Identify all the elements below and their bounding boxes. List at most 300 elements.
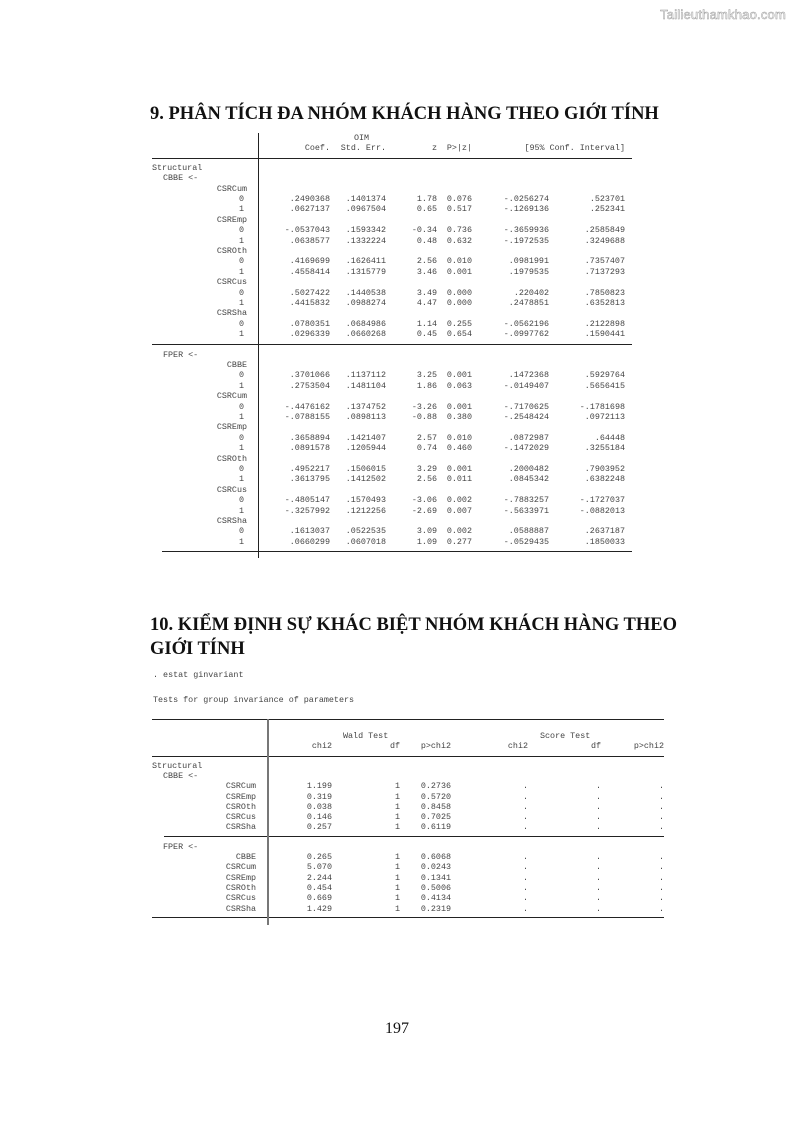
header-divider [152, 756, 664, 757]
table-cell: 0.48 [416, 235, 437, 246]
group-index: 1 [238, 505, 244, 516]
table-cell: -.4805147 [284, 495, 330, 506]
table-cell: 0.1341 [420, 872, 451, 883]
group-index: 0 [238, 526, 244, 537]
table-cell: . [522, 812, 528, 823]
table-cell: .1440538 [345, 287, 386, 298]
table-cell: 1.78 [416, 194, 437, 204]
table-cell: . [522, 882, 528, 893]
table-row [152, 802, 664, 812]
table-cell: 0.001 [446, 464, 472, 474]
table-cell: 0.063 [446, 380, 472, 391]
table-top-border [152, 719, 664, 720]
group-index: 0 [238, 318, 244, 329]
table-cell: . [658, 801, 664, 812]
table-cell: -.0562196 [503, 318, 549, 329]
equation-label: FPER <- [163, 841, 199, 852]
table-cell: 0.5006 [420, 882, 451, 893]
table-cell: .0638577 [289, 235, 330, 246]
variable-name: CSREmp [216, 214, 247, 225]
group-index: 0 [238, 495, 244, 506]
table-cell: .0607018 [345, 536, 386, 547]
variable-row [152, 485, 632, 495]
stata-command: . estat ginvariant [153, 670, 244, 680]
table-cell: . [658, 812, 664, 823]
variable-name: CSRSha [225, 822, 256, 833]
table-cell: -.1972535 [503, 235, 549, 246]
score-test-header: Score Test [540, 731, 591, 741]
table-row [152, 464, 632, 474]
block-divider [152, 344, 632, 345]
table-cell: .1374752 [345, 401, 386, 412]
table-cell: -.0149407 [503, 380, 549, 391]
table-row [152, 381, 632, 391]
variable-name: CSRCum [216, 183, 247, 194]
table-cell: 0.000 [446, 298, 472, 308]
table-cell: . [595, 893, 601, 904]
column-header: [95% Conf. Interval] [524, 143, 625, 154]
table-cell: .4558414 [289, 266, 330, 277]
block-divider [152, 917, 664, 918]
table-cell: 0.517 [446, 204, 472, 215]
variable-name: CSRCus [225, 812, 256, 823]
table-cell: -.1472029 [503, 443, 549, 454]
table-cell: -.0537043 [284, 225, 330, 236]
table-cell: 2.57 [416, 432, 437, 443]
table-cell: 0.654 [446, 329, 472, 340]
table-cell: .0898113 [345, 412, 386, 422]
variable-name: CSRSha [216, 308, 247, 319]
table-cell: .0972113 [584, 412, 625, 422]
table-row [152, 852, 664, 862]
table-cell: -3.06 [411, 495, 437, 506]
table-cell: .64448 [594, 432, 625, 443]
block-sublabel-row [152, 771, 664, 781]
table-row [152, 412, 632, 422]
group-index: 1 [238, 204, 244, 215]
variable-name: CSREmp [225, 791, 256, 802]
table-cell: .220402 [513, 287, 549, 298]
table-cell: 0.001 [446, 401, 472, 412]
table-cell: .1137112 [345, 370, 386, 381]
table-row [152, 443, 632, 453]
table-cell: . [522, 872, 528, 883]
table-cell: 0.7025 [420, 812, 451, 823]
table-cell: 2.56 [416, 474, 437, 485]
table-cell: .2637187 [584, 526, 625, 537]
table-cell: .1412502 [345, 474, 386, 485]
table-cell: .2585849 [584, 225, 625, 236]
table-cell: .4169699 [289, 256, 330, 267]
table-cell: .1332224 [345, 235, 386, 246]
table-cell: 1 [394, 852, 400, 862]
table-cell: . [658, 872, 664, 883]
table-cell: .1590441 [584, 329, 625, 340]
table-cell: 0.4134 [420, 893, 451, 904]
table-cell: 3.46 [416, 266, 437, 277]
table-cell: . [522, 781, 528, 792]
table-cell: -.0882013 [579, 505, 625, 516]
table-cell: . [595, 903, 601, 914]
variable-name: CSRCum [216, 391, 247, 402]
table-row [152, 194, 632, 204]
group-index: 0 [238, 432, 244, 443]
column-header: P>|z| [446, 143, 472, 154]
group-index: 1 [238, 536, 244, 547]
table-cell: 1 [394, 872, 400, 883]
group-index: 1 [238, 266, 244, 277]
group-index: 1 [238, 298, 244, 308]
table-cell: .252341 [589, 204, 625, 215]
table-cell: . [522, 822, 528, 833]
table-cell: .1421407 [345, 432, 386, 443]
table-row [152, 526, 632, 536]
variable-name: CBBE [226, 360, 247, 370]
table-cell: 0.460 [446, 443, 472, 454]
table-cell: .0588887 [508, 526, 549, 537]
table-cell: . [522, 903, 528, 914]
equation-label: FPER <- [163, 349, 199, 360]
table-cell: .3701066 [289, 370, 330, 381]
header-divider [152, 158, 632, 159]
variable-name: CSRCus [216, 484, 247, 495]
table-cell: .1593342 [345, 225, 386, 236]
table-cell: .1979535 [508, 266, 549, 277]
table-cell: 0.454 [306, 882, 332, 893]
table-cell: 3.25 [416, 370, 437, 381]
group-index: 1 [238, 412, 244, 422]
table-cell: 2.56 [416, 256, 437, 267]
table-cell: . [522, 852, 528, 862]
variable-row [152, 277, 632, 287]
column-header: chi2 [507, 741, 528, 752]
column-separator [267, 719, 269, 925]
column-header: p>chi2 [633, 741, 664, 752]
table-cell: 1 [394, 893, 400, 904]
table-cell: 0.076 [446, 194, 472, 204]
column-header: df [389, 741, 400, 752]
group-index: 0 [238, 194, 244, 204]
block-sublabel-row [152, 842, 664, 852]
table-cell: -0.34 [411, 225, 437, 236]
table-cell: -.3257992 [284, 505, 330, 516]
table-cell: . [658, 791, 664, 802]
table-cell: 0.007 [446, 505, 472, 516]
table-cell: -.7883257 [503, 495, 549, 506]
table-cell: .1481104 [345, 380, 386, 391]
table-cell: 0.2319 [420, 903, 451, 914]
table-cell: 0.001 [446, 266, 472, 277]
table-row [152, 433, 632, 443]
table-cell: .0660268 [345, 329, 386, 340]
table-cell: .5929764 [584, 370, 625, 381]
table-cell: 2.244 [306, 872, 332, 883]
table-row [152, 781, 664, 791]
table-cell: .3249688 [584, 235, 625, 246]
table-cell: .2000482 [508, 464, 549, 474]
table-cell: 0.265 [306, 852, 332, 862]
table-cell: -3.26 [411, 401, 437, 412]
table-cell: 1 [394, 903, 400, 914]
table-cell: 1.429 [306, 903, 332, 914]
table-cell: 1 [394, 862, 400, 873]
group-index: 0 [238, 287, 244, 298]
table-cell: . [658, 893, 664, 904]
table-cell: .0891578 [289, 443, 330, 454]
block-divider [162, 551, 632, 552]
table-row [152, 537, 632, 547]
table-cell: 0.65 [416, 204, 437, 215]
table-row [152, 506, 632, 516]
variable-name: CSROth [216, 246, 247, 256]
group-index: 1 [238, 329, 244, 340]
variable-name: CSROth [225, 882, 256, 893]
table-cell: .1401374 [345, 194, 386, 204]
variable-name: CSRCum [225, 781, 256, 792]
table-row [152, 319, 632, 329]
table-cell: . [595, 822, 601, 833]
table-cell: .1850033 [584, 536, 625, 547]
table-cell: 0.011 [446, 474, 472, 485]
block-sublabel-row [152, 350, 632, 360]
table-cell: 1 [394, 822, 400, 833]
table-row [152, 225, 632, 235]
table-cell: 0.6068 [420, 852, 451, 862]
variable-row [152, 360, 632, 370]
header-row-oim [152, 133, 632, 143]
table-cell: -.5633971 [503, 505, 549, 516]
table-cell: 0.74 [416, 443, 437, 454]
table-cell: .3658894 [289, 432, 330, 443]
table-cell: .1315779 [345, 266, 386, 277]
table-row [152, 495, 632, 505]
table-cell: .2478851 [508, 298, 549, 308]
table-cell: .0872987 [508, 432, 549, 443]
table-cell: .0522535 [345, 526, 386, 537]
table-cell: . [595, 801, 601, 812]
table-cell: .0684986 [345, 318, 386, 329]
table-cell: . [595, 882, 601, 893]
table-cell: .0981991 [508, 256, 549, 267]
table-row [152, 236, 632, 246]
table-row [152, 370, 632, 380]
header-row [152, 143, 632, 153]
table-cell: .5027422 [289, 287, 330, 298]
table-cell: . [522, 893, 528, 904]
table-cell: 0.5720 [420, 791, 451, 802]
variable-row [152, 516, 632, 526]
table-row [152, 822, 664, 832]
table-cell: . [595, 872, 601, 883]
table-row [152, 329, 632, 339]
table-cell: 0.010 [446, 432, 472, 443]
table-cell: . [595, 862, 601, 873]
group-index: 0 [238, 401, 244, 412]
table-cell: 0.002 [446, 526, 472, 537]
variable-row [152, 215, 632, 225]
table-cell: . [658, 822, 664, 833]
table-cell: 1.199 [306, 781, 332, 792]
table-row [152, 883, 664, 893]
group-index: 1 [238, 474, 244, 485]
table-cell: 0.669 [306, 893, 332, 904]
column-header: df [590, 741, 601, 752]
table-cell: 0.038 [306, 801, 332, 812]
table-cell: . [522, 791, 528, 802]
table-cell: .3255184 [584, 443, 625, 454]
table-cell: 3.29 [416, 464, 437, 474]
table-cell: .6382248 [584, 474, 625, 485]
header-row [152, 741, 664, 751]
table-row [152, 402, 632, 412]
table-cell: .0627137 [289, 204, 330, 215]
equation-label: CBBE <- [163, 770, 199, 781]
table-cell: .523701 [589, 194, 625, 204]
table-row [152, 267, 632, 277]
table-cell: .1613037 [289, 526, 330, 537]
table-row [152, 204, 632, 214]
table-cell: . [522, 801, 528, 812]
table-cell: .0845342 [508, 474, 549, 485]
column-separator [258, 133, 259, 558]
table-cell: .2753504 [289, 380, 330, 391]
column-header: chi2 [311, 741, 332, 752]
table-row [152, 298, 632, 308]
table-row [152, 862, 664, 872]
table-cell: 1 [394, 812, 400, 823]
group-index: 1 [238, 443, 244, 454]
column-header: Std. Err. [340, 143, 386, 154]
table-cell: -.1727037 [579, 495, 625, 506]
table-cell: .1205944 [345, 443, 386, 454]
table-cell: -.1269136 [503, 204, 549, 215]
table-cell: 0.257 [306, 822, 332, 833]
wald-test-header: Wald Test [343, 731, 389, 741]
table-cell: -.0256274 [503, 194, 549, 204]
table-cell: 0.277 [446, 536, 472, 547]
page-number: 197 [385, 1020, 409, 1037]
table-row [152, 812, 664, 822]
group-index: 1 [238, 235, 244, 246]
table-cell: -.0529435 [503, 536, 549, 547]
table-cell: 0.0243 [420, 862, 451, 873]
table-row [152, 474, 632, 484]
table-cell: 1.86 [416, 380, 437, 391]
table-cell: .6352813 [584, 298, 625, 308]
table-cell: .5656415 [584, 380, 625, 391]
section-9-heading: 9. PHÂN TÍCH ĐA NHÓM KHÁCH HÀNG THEO GIỚI TÍNH [150, 104, 659, 124]
table-cell: .1570493 [345, 495, 386, 506]
table-cell: 0.45 [416, 329, 437, 340]
section-10-heading: 10. KIỂM ĐỊNH SỰ KHÁC BIỆT NHÓM KHÁCH HÀNG THEO GIỚI TÍNH [150, 615, 677, 659]
group-index: 0 [238, 225, 244, 236]
table-cell: 1.09 [416, 536, 437, 547]
variable-name: CSROth [225, 801, 256, 812]
variable-name: CSREmp [216, 422, 247, 433]
table-cell: 0.146 [306, 812, 332, 823]
variable-name: CSRSha [225, 903, 256, 914]
test-title: Tests for group invariance of parameters [153, 695, 355, 705]
table-cell: 0.8458 [420, 801, 451, 812]
table-cell: 0.255 [446, 318, 472, 329]
table-cell: .2122898 [584, 318, 625, 329]
table-cell: . [658, 852, 664, 862]
table-cell: .4415832 [289, 298, 330, 308]
table-cell: 0.6119 [420, 822, 451, 833]
table-cell: -.1781698 [579, 401, 625, 412]
block-sublabel-row [152, 173, 632, 183]
table-row [152, 873, 664, 883]
table-cell: . [595, 781, 601, 792]
block-label: Structural [152, 760, 203, 771]
table-cell: 4.47 [416, 298, 437, 308]
variable-row [152, 422, 632, 432]
table-cell: .0780351 [289, 318, 330, 329]
table-cell: 0.000 [446, 287, 472, 298]
block-divider [164, 836, 664, 837]
table-cell: 3.49 [416, 287, 437, 298]
table-cell: -.4476162 [284, 401, 330, 412]
variable-row [152, 308, 632, 318]
variable-row [152, 246, 632, 256]
group-index: 0 [238, 464, 244, 474]
table-cell: .0967504 [345, 204, 386, 215]
table-row [152, 792, 664, 802]
table-cell: . [658, 781, 664, 792]
table-cell: 0.010 [446, 256, 472, 267]
table-cell: -.2548424 [503, 412, 549, 422]
table-cell: .7903952 [584, 464, 625, 474]
variable-row [152, 184, 632, 194]
table-cell: -0.88 [411, 412, 437, 422]
table-cell: 1 [394, 791, 400, 802]
table-row [152, 256, 632, 266]
table-cell: .1506015 [345, 464, 386, 474]
group-header-row [152, 731, 664, 741]
variable-row [152, 391, 632, 401]
column-header: Coef. [304, 143, 330, 154]
table-cell: .4952217 [289, 464, 330, 474]
table-cell: .0660299 [289, 536, 330, 547]
block-label-row [152, 761, 664, 771]
table-cell: .0988274 [345, 298, 386, 308]
table-cell: -2.69 [411, 505, 437, 516]
variable-row [152, 454, 632, 464]
block-label: Structural [152, 162, 203, 173]
block-label-row [152, 163, 632, 173]
table-cell: .7137293 [584, 266, 625, 277]
table-cell: .1472368 [508, 370, 549, 381]
table-cell: .0296339 [289, 329, 330, 340]
variable-name: CSREmp [225, 872, 256, 883]
table-cell: 0.632 [446, 235, 472, 246]
variable-name: CSRCus [216, 277, 247, 288]
table-cell: 0.001 [446, 370, 472, 381]
equation-label: CBBE <- [163, 173, 199, 184]
table-cell: .1626411 [345, 256, 386, 267]
table-cell: 0.2736 [420, 781, 451, 792]
column-header: p>chi2 [420, 741, 451, 752]
table-cell: .7357407 [584, 256, 625, 267]
table-row [152, 288, 632, 298]
group-index: 1 [238, 380, 244, 391]
table-cell: .7850823 [584, 287, 625, 298]
table-cell: -.7170625 [503, 401, 549, 412]
table-cell: . [595, 791, 601, 802]
table-cell: 1 [394, 801, 400, 812]
variable-name: CSRCum [225, 862, 256, 873]
table-cell: .1212256 [345, 505, 386, 516]
